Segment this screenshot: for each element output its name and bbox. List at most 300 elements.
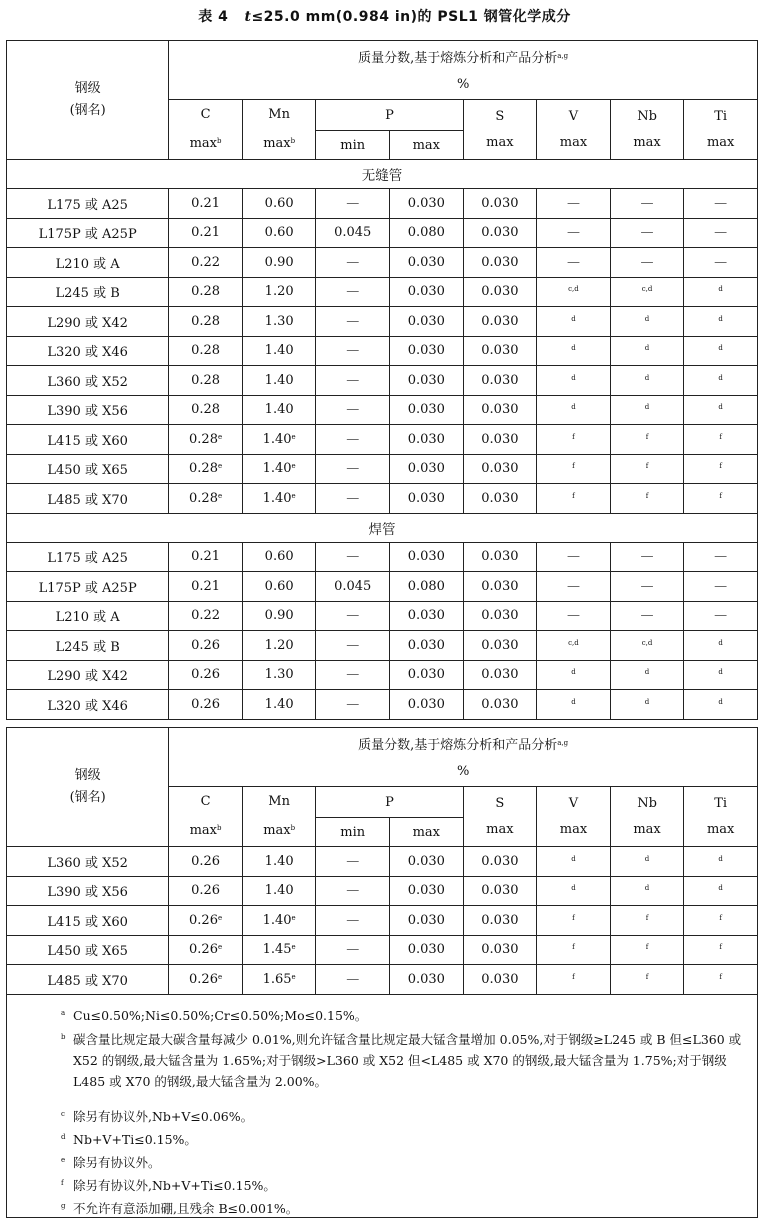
s-cell-value: 0.030 (481, 696, 519, 712)
mn-value: 1.40 (262, 912, 292, 928)
grade-label: 钢级 (74, 768, 101, 783)
p-max-cell (390, 906, 464, 936)
mn-value: 1.40 (264, 402, 294, 418)
grade-header (7, 728, 169, 847)
c-cell (169, 307, 243, 337)
table-row (7, 189, 758, 219)
grade-value: L175P 或 A25P (38, 227, 137, 243)
p-max-cell (390, 425, 464, 455)
max-label: max (559, 134, 588, 150)
p-max-cell-value: 0.030 (407, 490, 445, 506)
v-cell (537, 307, 611, 337)
p-max-cell-value: 0.080 (407, 225, 445, 241)
mn-cell (242, 366, 316, 396)
p-max-cell-value: 0.030 (407, 853, 445, 869)
table-row (7, 876, 758, 906)
grade-value: L320 或 X46 (47, 698, 128, 714)
c-cell (169, 248, 243, 278)
nb-cell (610, 189, 684, 219)
min-label: min (340, 137, 366, 153)
nb-cell (610, 484, 684, 514)
nb-cell (610, 690, 684, 720)
col-s-header (463, 100, 537, 160)
v-cell-value: — (566, 549, 580, 565)
p-max-cell-value: 0.030 (407, 971, 445, 987)
s-cell (463, 876, 537, 906)
mn-footnote-ref: e (291, 972, 296, 981)
footnote-text: Cu≤0.50%;Ni≤0.50%;Cr≤0.50%;Mo≤0.15%。 (73, 1008, 368, 1023)
col-p-label: P (385, 107, 394, 123)
grade-cell (7, 248, 169, 278)
mass-footnote-ref: a,g (557, 51, 569, 60)
ti-cell (684, 876, 758, 906)
c-cell (169, 454, 243, 484)
v-cell-ref: f (572, 943, 575, 952)
mn-value: 0.90 (264, 608, 294, 624)
composition-table-part1 (6, 40, 758, 720)
p-max-cell (390, 876, 464, 906)
c-cell (169, 277, 243, 307)
s-cell (463, 454, 537, 484)
grade-sub-label: (钢名) (69, 790, 106, 805)
grade-value: L175 或 A25 (47, 197, 128, 213)
mn-value: 0.60 (264, 578, 294, 594)
ti-cell-ref: f (719, 491, 722, 500)
s-cell-value: 0.030 (481, 225, 519, 241)
col-mn-header (242, 100, 316, 160)
nb-cell-ref: c,d (641, 638, 653, 647)
s-cell-value: 0.030 (481, 372, 519, 388)
p-min-cell-value: — (346, 549, 360, 565)
c-cell (169, 572, 243, 602)
footnote-a (61, 1005, 749, 1026)
p-max-cell (390, 542, 464, 572)
grade-cell (7, 631, 169, 661)
p-min-cell-value: — (346, 343, 360, 359)
ti-cell (684, 542, 758, 572)
s-cell (463, 336, 537, 366)
s-cell-value: 0.030 (481, 254, 519, 270)
footnote-marker: e (61, 1156, 66, 1164)
c-value: 0.28 (189, 431, 218, 447)
s-cell (463, 542, 537, 572)
mn-footnote-ref: e (291, 462, 296, 471)
ti-cell-ref: f (719, 913, 722, 922)
mn-cell (242, 218, 316, 248)
p-max-cell-value: 0.030 (407, 284, 445, 300)
nb-cell-value: — (640, 254, 654, 270)
s-cell-value: 0.030 (481, 461, 519, 477)
mn-footnote-ref: e (291, 943, 296, 952)
mn-value: 1.20 (264, 637, 294, 653)
grade-cell (7, 847, 169, 877)
ti-cell-ref: d (718, 314, 723, 323)
grade-value: L450 或 X65 (47, 944, 128, 960)
v-cell-ref: d (571, 373, 576, 382)
grade-cell (7, 277, 169, 307)
ti-cell (684, 307, 758, 337)
nb-cell-ref: d (644, 854, 650, 863)
nb-cell (610, 454, 684, 484)
footnote-marker: c (61, 1110, 65, 1118)
v-cell (537, 935, 611, 965)
footnote-marker: g (61, 1202, 66, 1210)
mn-value: 1.40 (262, 461, 292, 477)
c-cell (169, 631, 243, 661)
ti-cell (684, 366, 758, 396)
mn-footnote-ref: e (291, 491, 296, 500)
grade-cell (7, 336, 169, 366)
ti-cell-value: — (714, 578, 728, 594)
col-p-max-header (390, 131, 464, 160)
v-cell (537, 248, 611, 278)
c-footnote-ref: e (217, 491, 223, 500)
col-ti-header (684, 100, 758, 160)
table-row (7, 690, 758, 720)
p-max-cell (390, 336, 464, 366)
max-label: max (633, 821, 661, 837)
c-value: 0.26 (191, 853, 221, 869)
grade-cell (7, 484, 169, 514)
ti-cell (684, 572, 758, 602)
s-cell-value: 0.030 (481, 971, 519, 987)
grade-value: L415 或 X60 (47, 914, 128, 930)
ti-cell-value: — (714, 549, 728, 565)
mn-cell (242, 906, 316, 936)
col-mn-header (242, 787, 316, 847)
nb-cell (610, 218, 684, 248)
p-min-cell-value: 0.045 (334, 578, 372, 594)
mn-cell (242, 454, 316, 484)
col-v-label: V (568, 108, 579, 124)
c-footnote-ref: e (217, 462, 223, 471)
v-cell (537, 189, 611, 219)
c-footnote-ref: e (217, 432, 223, 441)
footnote-text: 碳含量比规定最大碳含量每减少 0.01%,则允许锰含量比规定最大锰含量增加 0.05%,对于钢级≥L245 或 B 但≤L360 或 X52 的钢级,最大锰含量为 1.65%;对于钢级>L360 或 X52 但<L485 或 X70 的钢级,最大锰含量为 1.75%;对于钢级 L485 或 X70 的钢级,最大锰含量为 2.00%。 (73, 1032, 742, 1089)
ti-cell-ref: d (718, 344, 723, 353)
col-p-label: P (385, 794, 394, 810)
ti-cell-value: — (714, 225, 728, 241)
grade-value: L390 或 X56 (47, 885, 128, 901)
col-ti-label: Ti (714, 108, 728, 124)
footnote-e (61, 1152, 749, 1173)
p-min-cell (316, 425, 390, 455)
s-cell (463, 277, 537, 307)
mn-cell (242, 484, 316, 514)
col-p-min-header (316, 818, 390, 847)
c-cell (169, 395, 243, 425)
grade-value: L415 或 X60 (47, 433, 128, 449)
table-row (7, 601, 758, 631)
grade-header (7, 41, 169, 160)
mn-value: 1.40 (262, 431, 292, 447)
p-min-cell (316, 366, 390, 396)
c-value: 0.28 (191, 372, 221, 388)
p-min-cell-value: — (346, 313, 360, 329)
footnote-marker: a (61, 1009, 66, 1017)
c-value: 0.21 (191, 578, 221, 594)
table-row (7, 935, 758, 965)
mn-cell (242, 847, 316, 877)
c-footnote-ref: e (217, 972, 223, 981)
ti-cell (684, 454, 758, 484)
col-p-max-header (390, 818, 464, 847)
col-s-header (463, 787, 537, 847)
p-max-cell (390, 965, 464, 995)
p-max-cell (390, 847, 464, 877)
grade-cell (7, 876, 169, 906)
nb-cell-value: — (640, 549, 654, 565)
ti-cell (684, 484, 758, 514)
section-welded-label: 焊管 (368, 521, 396, 538)
footnote-text: 除另有协议外,Nb+V≤0.06%。 (73, 1109, 254, 1124)
c-cell (169, 336, 243, 366)
p-max-cell (390, 601, 464, 631)
s-cell-value: 0.030 (481, 402, 519, 418)
nb-cell-ref: f (645, 462, 649, 471)
s-cell (463, 484, 537, 514)
ti-cell (684, 395, 758, 425)
c-value: 0.26 (191, 696, 221, 712)
nb-cell (610, 935, 684, 965)
table-row (7, 366, 758, 396)
grade-value: L450 或 X65 (47, 463, 128, 479)
p-max-cell-value: 0.030 (407, 402, 445, 418)
mn-cell (242, 660, 316, 690)
p-min-cell-value: — (346, 696, 360, 712)
grade-value: L485 或 X70 (47, 973, 128, 989)
p-min-cell (316, 454, 390, 484)
p-min-cell-value: — (346, 254, 360, 270)
mass-fraction-header (169, 41, 758, 100)
ti-cell-ref: d (718, 285, 723, 294)
c-value: 0.26 (191, 883, 221, 899)
c-footnote-ref: e (217, 913, 223, 922)
ti-cell (684, 189, 758, 219)
v-cell-ref: c,d (568, 285, 579, 294)
mn-value: 1.30 (264, 313, 294, 329)
grade-cell (7, 366, 169, 396)
s-cell-value: 0.030 (481, 195, 519, 211)
c-value: 0.26 (189, 942, 218, 958)
nb-cell-ref: c,d (641, 285, 653, 294)
max-label: max (706, 821, 735, 837)
grade-cell (7, 965, 169, 995)
table-row (7, 454, 758, 484)
v-cell (537, 965, 611, 995)
mn-cell (242, 601, 316, 631)
s-cell-value: 0.030 (481, 883, 519, 899)
v-cell-ref: d (571, 344, 576, 353)
max-label: max (263, 823, 291, 838)
mn-value: 1.45 (262, 942, 292, 958)
p-min-cell (316, 601, 390, 631)
max-label: max (189, 823, 218, 838)
ti-cell-ref: f (719, 432, 722, 441)
p-min-cell (316, 631, 390, 661)
ti-cell-ref: d (718, 638, 723, 647)
col-mn-label: Mn (268, 107, 290, 122)
c-value: 0.28 (189, 490, 218, 506)
s-cell (463, 660, 537, 690)
v-cell-ref: f (572, 972, 575, 981)
nb-cell (610, 425, 684, 455)
nb-cell (610, 395, 684, 425)
c-value: 0.22 (191, 608, 221, 624)
s-cell (463, 189, 537, 219)
p-max-cell (390, 248, 464, 278)
p-max-cell-value: 0.030 (407, 431, 445, 447)
table-row (7, 660, 758, 690)
p-max-cell (390, 454, 464, 484)
p-min-cell-value: — (346, 490, 360, 506)
s-cell (463, 631, 537, 661)
c-cell (169, 542, 243, 572)
ti-cell-ref: f (719, 972, 722, 981)
mass-fraction-header (169, 728, 758, 787)
c-value: 0.26 (191, 667, 221, 683)
p-max-cell-value: 0.030 (407, 608, 445, 624)
mn-value: 0.60 (264, 225, 294, 241)
p-min-cell-value: — (346, 284, 360, 300)
p-min-cell (316, 218, 390, 248)
ti-cell (684, 935, 758, 965)
nb-cell-ref: d (644, 697, 650, 706)
table-row (7, 631, 758, 661)
v-cell (537, 876, 611, 906)
grade-value: L245 或 B (55, 286, 120, 302)
max-label: max (486, 134, 514, 150)
p-min-cell-value: — (346, 372, 360, 388)
mn-footnote-ref: e (291, 432, 296, 441)
p-min-cell-value: — (346, 912, 360, 928)
c-value: 0.26 (189, 912, 218, 928)
mn-cell (242, 935, 316, 965)
section-welded (7, 513, 758, 542)
v-cell-value: — (566, 195, 580, 211)
v-cell (537, 218, 611, 248)
col-v-header (537, 100, 611, 160)
grade-cell (7, 906, 169, 936)
grade-cell (7, 542, 169, 572)
p-min-cell-value: — (346, 431, 360, 447)
grade-cell (7, 690, 169, 720)
mn-value: 0.60 (264, 195, 294, 211)
mn-cell (242, 690, 316, 720)
footnote-c (61, 1106, 749, 1127)
v-cell (537, 906, 611, 936)
nb-cell (610, 542, 684, 572)
c-cell (169, 965, 243, 995)
mass-fraction-label: 质量分数,基于熔炼分析和产品分析 (358, 50, 558, 66)
c-value: 0.22 (191, 254, 221, 270)
composition-table-part2 (6, 727, 758, 995)
table-row (7, 336, 758, 366)
v-cell (537, 484, 611, 514)
v-cell-ref: d (571, 403, 576, 412)
nb-cell (610, 965, 684, 995)
col-p-header (316, 787, 463, 818)
nb-cell (610, 847, 684, 877)
col-p-min-header (316, 131, 390, 160)
mn-cell (242, 248, 316, 278)
footnote-g (61, 1198, 749, 1219)
ti-cell (684, 336, 758, 366)
col-nb-header (610, 100, 684, 160)
p-min-cell-value: — (346, 883, 360, 899)
c-cell (169, 484, 243, 514)
ti-cell (684, 690, 758, 720)
p-min-cell (316, 277, 390, 307)
mn-cell (242, 277, 316, 307)
s-cell-value: 0.030 (481, 490, 519, 506)
grade-cell (7, 307, 169, 337)
col-nb-label: Nb (637, 108, 657, 124)
grade-cell (7, 935, 169, 965)
mass-fraction-label: 质量分数,基于熔炼分析和产品分析 (358, 737, 558, 753)
s-cell-value: 0.030 (481, 912, 519, 928)
nb-cell (610, 876, 684, 906)
p-max-cell-value: 0.030 (407, 696, 445, 712)
s-cell (463, 218, 537, 248)
c-footnote-ref: e (217, 943, 223, 952)
footnote-d (61, 1129, 749, 1150)
c-value: 0.28 (191, 284, 221, 300)
v-cell-ref: f (572, 462, 575, 471)
section-seamless-label: 无缝管 (361, 168, 403, 184)
nb-cell-value: — (640, 195, 654, 211)
max-footnote-ref: b (217, 137, 222, 145)
p-max-cell (390, 307, 464, 337)
footnotes-box (6, 993, 758, 1218)
p-max-cell (390, 631, 464, 661)
grade-value: L390 或 X56 (47, 404, 128, 420)
mn-cell (242, 876, 316, 906)
c-value: 0.26 (189, 971, 218, 987)
mn-cell (242, 542, 316, 572)
table-row (7, 248, 758, 278)
ti-cell-value: — (714, 195, 728, 211)
s-cell (463, 307, 537, 337)
p-max-cell-value: 0.080 (407, 578, 445, 594)
p-max-cell (390, 395, 464, 425)
col-ti-label: Ti (714, 795, 728, 811)
nb-cell (610, 572, 684, 602)
col-v-label: V (568, 795, 579, 811)
p-min-cell (316, 572, 390, 602)
nb-cell (610, 601, 684, 631)
table-row (7, 965, 758, 995)
nb-cell (610, 307, 684, 337)
p-max-cell-value: 0.030 (407, 549, 445, 565)
c-value: 0.21 (191, 195, 221, 211)
ti-cell-ref: f (719, 462, 722, 471)
v-cell-ref: f (572, 432, 575, 441)
p-min-cell-value: 0.045 (334, 225, 372, 241)
c-cell (169, 690, 243, 720)
c-cell (169, 660, 243, 690)
p-min-cell (316, 248, 390, 278)
footnote-marker: b (61, 1033, 66, 1041)
max-label: max (486, 821, 514, 837)
grade-cell (7, 395, 169, 425)
ti-cell-ref: d (718, 373, 723, 382)
s-cell (463, 395, 537, 425)
s-cell (463, 965, 537, 995)
footnote-text: Nb+V+Ti≤0.15%。 (73, 1132, 197, 1147)
p-min-cell (316, 307, 390, 337)
s-cell-value: 0.030 (481, 853, 519, 869)
